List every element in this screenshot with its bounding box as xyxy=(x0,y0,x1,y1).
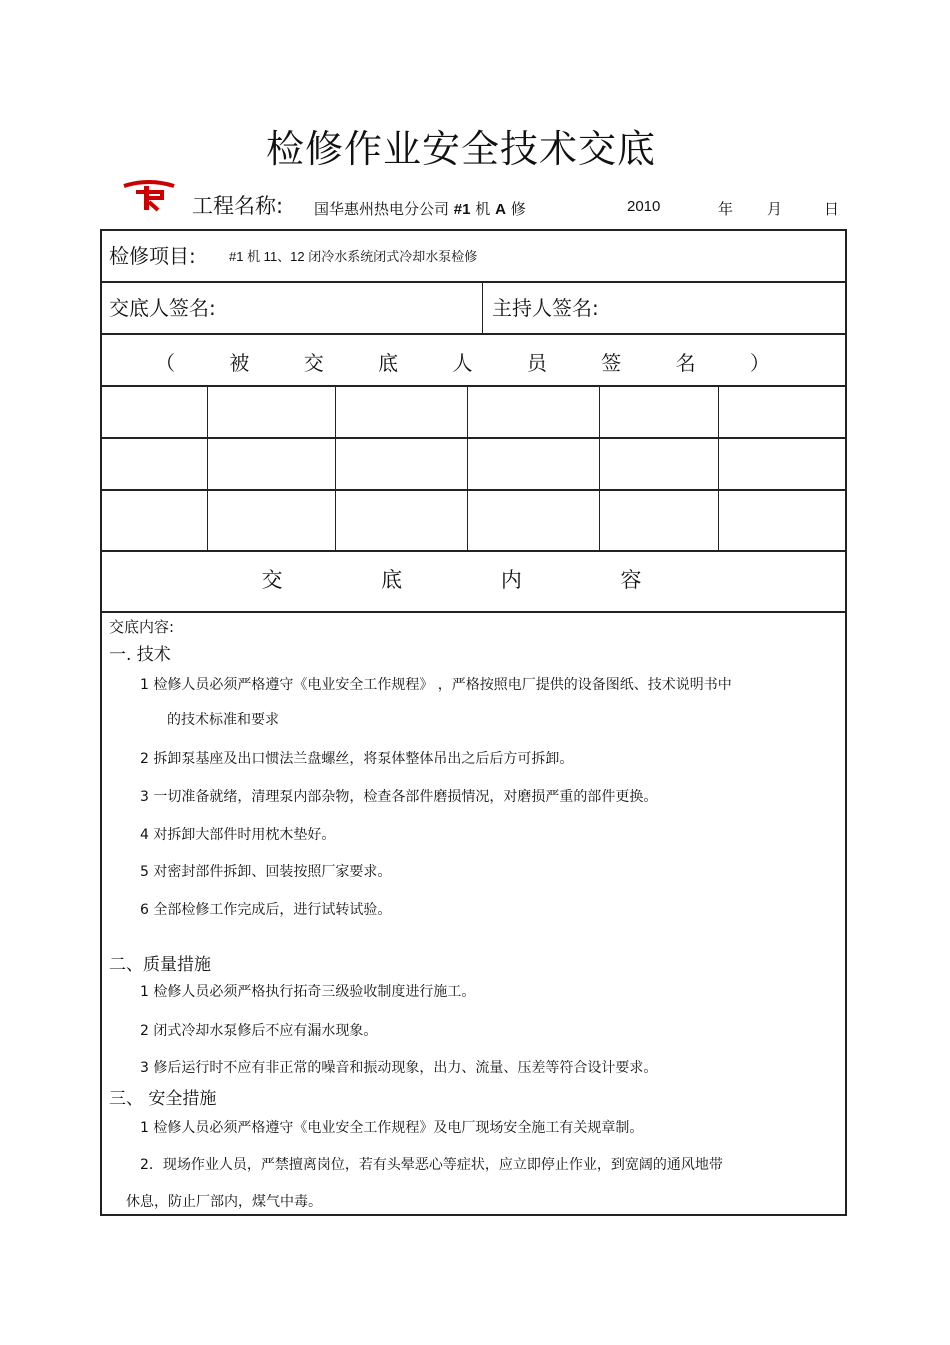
company-logo-icon xyxy=(122,180,176,212)
list-item: 2 拆卸泵基座及出口惯法兰盘螺丝，将泵体整体吊出之后后方可拆卸。 xyxy=(140,751,574,767)
list-item: 3 修后运行时不应有非正常的噪音和振动现象，出力、流量、压差等符合设计要求。 xyxy=(140,1060,658,1076)
row-divider xyxy=(100,489,847,491)
list-item: 1 检修人员必须严格遵守《电业安全工作规程》及电厂现场安全施工有关规章制。 xyxy=(140,1120,644,1136)
project-overhaul: 修 xyxy=(510,200,526,218)
row-divider xyxy=(100,385,847,387)
page-title: 检修作业安全技术交底 xyxy=(265,127,656,171)
col-divider xyxy=(599,386,600,551)
row-divider xyxy=(100,281,847,283)
project-name-label: 工程名称: xyxy=(192,194,284,218)
list-item: 5 对密封部件拆卸、回装按照厂家要求。 xyxy=(140,864,392,880)
list-item: 2 闭式冷却水泵修后不应有漏水现象。 xyxy=(140,1023,378,1039)
project-unit: #1 xyxy=(453,201,471,218)
row-divider xyxy=(100,550,847,552)
col-divider xyxy=(718,386,719,551)
maintenance-item-value: #1 机 11、12 闭冷水系统闭式冷却水泵检修 xyxy=(229,249,478,264)
list-item: 2．现场作业人员，严禁擅离岗位，若有头晕恶心等症状，应立即停止作业，到宽阔的通风地带 xyxy=(140,1157,723,1173)
list-item: 1 检修人员必须严格遵守《电业安全工作规程》 ，严格按照电厂提供的设备图纸、技术说明书中 xyxy=(140,677,732,693)
list-item: 休息，防止厂部内，煤气中毒。 xyxy=(126,1194,322,1210)
row-divider xyxy=(100,437,847,439)
date-day-label: 日 xyxy=(824,200,840,218)
host-signature-label: 主持人签名: xyxy=(492,296,599,320)
content-section-header: 交 底 内 容 xyxy=(261,568,688,592)
section-title-technical: 一. 技术 xyxy=(109,645,171,665)
attendees-signature-header: （ 被 交 底 人 员 签 名 ） xyxy=(155,351,794,375)
project-name-value xyxy=(314,198,526,219)
date-year: 2010 xyxy=(627,198,661,215)
project-machine: 机 xyxy=(475,200,491,218)
list-item: 6 全部检修工作完成后，进行试转试验。 xyxy=(140,902,392,918)
list-item: 的技术标准和要求 xyxy=(167,712,279,728)
col-divider xyxy=(482,282,483,334)
section-title-safety: 三、 安全措施 xyxy=(109,1089,217,1109)
row-divider xyxy=(100,611,847,613)
list-item: 4 对拆卸大部件时用枕木垫好。 xyxy=(140,827,336,843)
presenter-signature-label: 交底人签名: xyxy=(109,296,216,320)
row-divider xyxy=(100,333,847,335)
date-year-label: 年 xyxy=(718,200,734,218)
col-divider xyxy=(207,386,208,551)
section-title-quality: 二、质量措施 xyxy=(109,955,211,975)
date-month-label: 月 xyxy=(767,200,783,218)
col-divider xyxy=(335,386,336,551)
list-item: 3 一切准备就绪，清理泵内部杂物，检查各部件磨损情况，对磨损严重的部件更换。 xyxy=(140,789,658,805)
list-item: 1 检修人员必须严格执行拓奇三级验收制度进行施工。 xyxy=(140,984,476,1000)
project-company: 国华惠州热电分公司 xyxy=(314,200,450,218)
content-intro: 交底内容: xyxy=(109,618,175,636)
maintenance-item-label: 检修项目: xyxy=(109,244,196,268)
col-divider xyxy=(467,386,468,551)
project-overhaul-class: A xyxy=(495,201,506,218)
